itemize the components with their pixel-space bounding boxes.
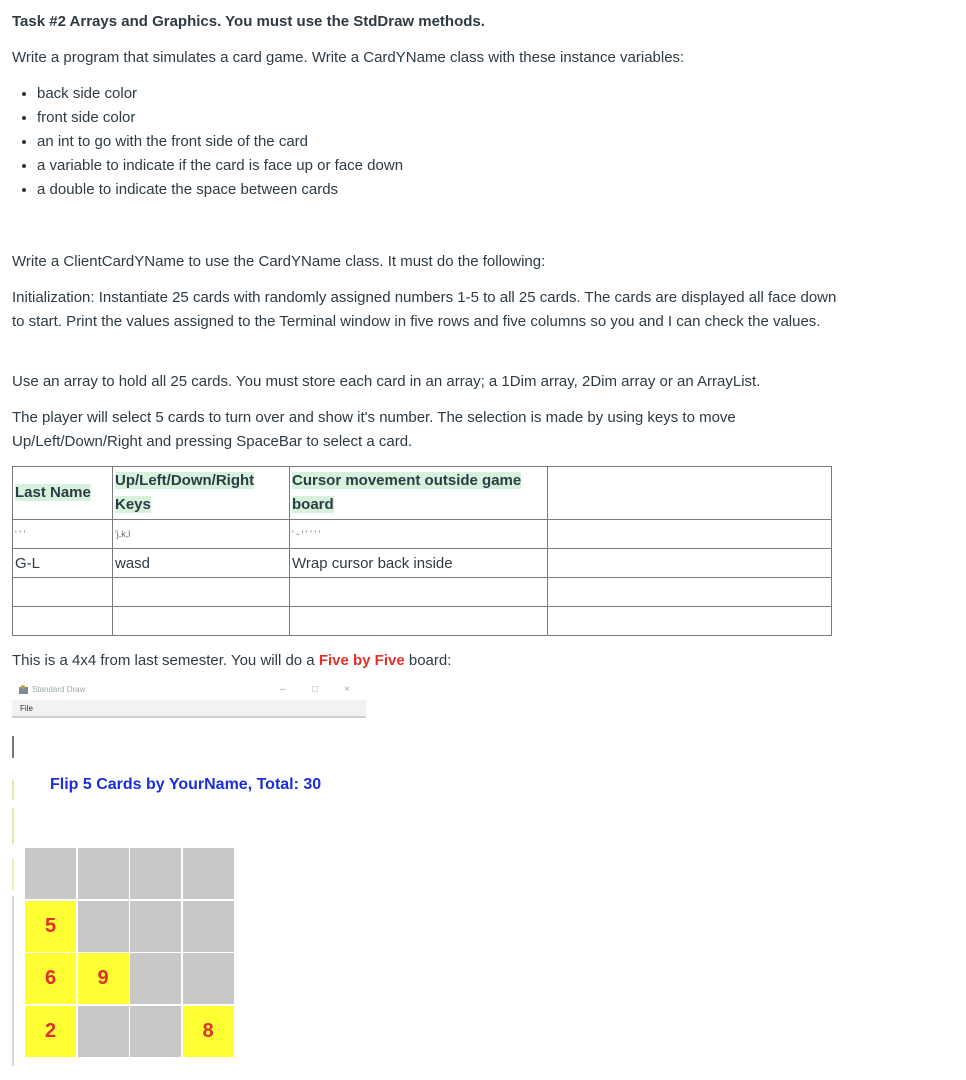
client-intro-text: Write a ClientCardYName to use the CardYName class. It must do the following: <box>12 253 546 270</box>
card-face-down[interactable] <box>130 1006 181 1057</box>
list-item: • front side color <box>37 106 403 130</box>
instance-variable-list <box>12 82 403 202</box>
card-face-down[interactable] <box>78 1006 129 1057</box>
card-face-down[interactable] <box>78 848 129 899</box>
header-cursor-movement: Cursor movement outside game board <box>292 472 522 513</box>
card-face-down[interactable] <box>25 848 76 899</box>
stddraw-window <box>12 682 366 1066</box>
draw-canvas <box>12 718 366 1066</box>
card-face-up[interactable]: 6 <box>25 953 76 1004</box>
table-cell: 'j,k,l <box>113 520 290 549</box>
table-cell: G-L <box>13 549 113 578</box>
table-cell: wasd <box>113 549 290 578</box>
list-item: • a double to indicate the space between cards <box>37 178 403 202</box>
table-cell <box>113 578 290 607</box>
card-face-down[interactable] <box>183 953 234 1004</box>
canvas-edge <box>12 736 14 758</box>
board-note <box>12 649 451 673</box>
table-cell <box>548 549 832 578</box>
card-face-down[interactable] <box>130 848 181 899</box>
card-face-up[interactable]: 9 <box>78 953 129 1004</box>
maximize-icon[interactable]: □ <box>312 684 319 695</box>
table-header-row <box>13 467 832 520</box>
canvas-edge <box>12 780 14 800</box>
header-last-name: Last Name <box>15 484 91 501</box>
table-row <box>13 578 832 607</box>
board-note-after: board: <box>404 652 452 669</box>
player-text: The player will select 5 cards to turn over and show it's number. The selection is made by using keys to move Up/Left/Down/Right and pressing SpaceBar to select a card. <box>12 409 736 450</box>
window-title: Standard Draw <box>32 685 86 694</box>
menu-file[interactable]: File <box>20 704 33 713</box>
window-menubar <box>12 700 366 718</box>
stddraw-app-icon <box>18 684 29 695</box>
list-item: • a variable to indicate if the card is face up or face down <box>37 154 403 178</box>
table-cell <box>548 607 832 636</box>
close-icon[interactable]: × <box>344 684 350 695</box>
header-keys: Up/Left/Down/Right Keys <box>115 472 255 513</box>
table-cell: ' ' ' <box>13 520 113 549</box>
board-note-highlight: Five by Five <box>318 652 405 669</box>
table-cell <box>290 578 548 607</box>
card-face-up[interactable]: 2 <box>25 1006 76 1057</box>
list-item: • an int to go with the front side of the card <box>37 130 403 154</box>
table-cell <box>548 520 832 549</box>
card-face-down[interactable] <box>183 901 234 952</box>
minimize-icon[interactable]: – <box>280 684 286 695</box>
array-text: Use an array to hold all 25 cards. You must store each card in an array; a 1Dim array, 2Dim array or an ArrayList. <box>12 373 761 390</box>
board-note-before: This is a 4x4 from last semester. You will do a <box>12 652 319 669</box>
table-cell: ' - ' ' ' ' ' <box>290 520 548 549</box>
table-cell <box>13 578 113 607</box>
initialization-text: Initialization: Instantiate 25 cards with randomly assigned numbers 1-5 to all 25 cards. The cards are displayed all face down to start. Print the values assigned to the Terminal window in five rows and five columns so you and I can check the values. <box>12 289 837 330</box>
task-title: Task #2 Arrays and Graphics. You must use the StdDraw methods. <box>12 13 485 30</box>
table-row <box>13 607 832 636</box>
header-empty <box>548 467 832 520</box>
table-cell <box>548 578 832 607</box>
card-face-down[interactable] <box>78 901 129 952</box>
card-face-up[interactable]: 8 <box>183 1006 234 1057</box>
table-row <box>13 549 832 578</box>
list-item: • back side color <box>37 82 403 106</box>
table-row <box>13 520 832 549</box>
window-titlebar <box>12 682 366 698</box>
card-face-down[interactable] <box>130 901 181 952</box>
table-cell <box>290 607 548 636</box>
canvas-edge <box>12 896 14 1066</box>
table-cell: Wrap cursor back inside <box>290 549 548 578</box>
card-face-down[interactable] <box>183 848 234 899</box>
canvas-edge <box>12 858 14 890</box>
card-face-down[interactable] <box>130 953 181 1004</box>
key-mapping-table <box>12 466 832 636</box>
table-cell <box>13 607 113 636</box>
intro-text: Write a program that simulates a card game. Write a CardYName class with these instance variables: <box>12 49 685 66</box>
canvas-edge <box>12 808 14 844</box>
table-cell <box>113 607 290 636</box>
board-title: Flip 5 Cards by YourName, Total: 30 <box>50 776 322 793</box>
card-face-up[interactable]: 5 <box>25 901 76 952</box>
